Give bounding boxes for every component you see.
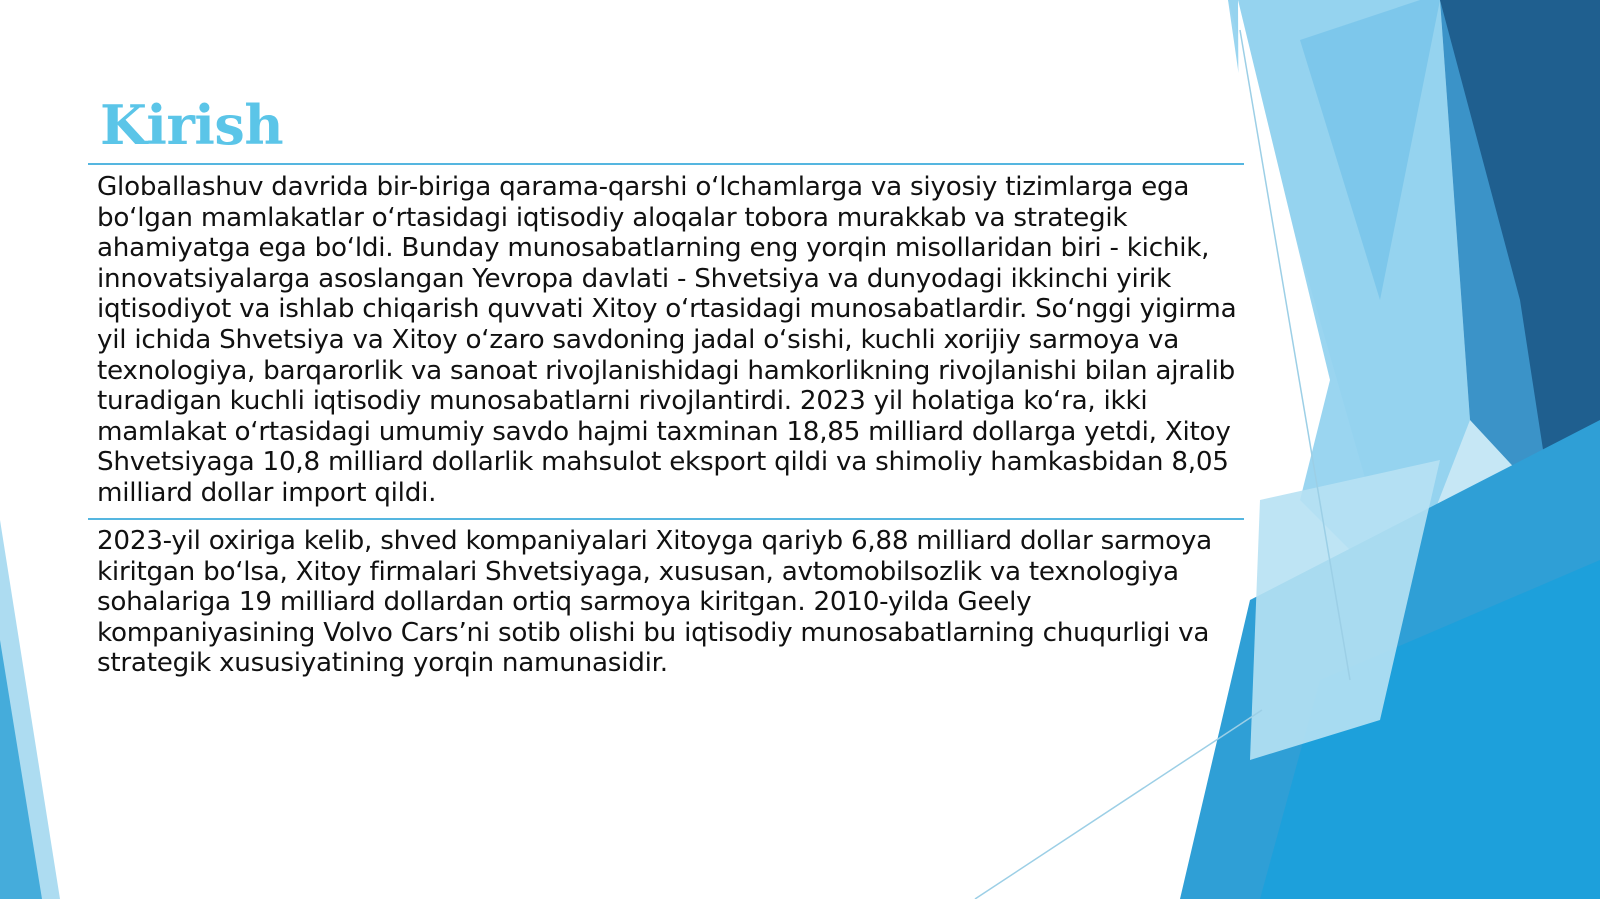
paragraph-investment: 2023-yil oxiriga kelib, shved kompaniyalari Xitoyga qariyb 6,88 milliard dollar sarmoya kiritgan bo‘lsa, Xitoy firmalari Shvetsiyaga, xususan, avtomobilsozlik va texnologiya sohalariga 19 milliard dollardan ortiq sarmoya kiritgan. 2010-yilda Geely kompaniyasining Volvo Cars’ni sotib olishi bu iqtisodiy munosabatlarning chuqurligi va strategik xususiyatining yorqin namunasidir. <box>97 526 1212 679</box>
paragraph-divider <box>88 518 1244 520</box>
title-divider <box>88 163 1244 165</box>
slide-title: Kirish <box>100 93 284 157</box>
paragraph-intro: Globallashuv davrida bir-biriga qarama-qarshi o‘lchamlarga va siyosiy tizimlarga ega bo‘lgan mamlakatlar o‘rtasidagi iqtisodiy aloqalar tobora murakkab va strategik ahamiyatga ega bo‘ldi. Bunday munosabatlarning eng yorqin misollaridan biri - kichik, innovatsiyalarga asoslangan Yevropa davlati - Shvetsiya va dunyodagi ikkinchi yirik iqtisodiyot va ishlab chiqarish quvvati Xitoy o‘rtasidagi munosabatlardir. So‘nggi yigirma yil ichida Shvetsiya va Xitoy o‘zaro savdoning jadal o‘sishi, kuchli xorijiy sarmoya va texnologiya, barqarorlik va sanoat rivojlanishidagi hamkorlikning rivojlanishi bilan ajralib turadigan kuchli iqtisodiy munosabatlarni rivojlantirdi. 2023 yil holatiga ko‘ra, ikki mamlakat o‘rtasidagi umumiy savdo hajmi taxminan 18,85 milliard dollarga yetdi, Xitoy Shvetsiyaga 10,8 milliard dollarlik mahsulot eksport qildi va shimoliy hamkasbidan 8,05 milliard dollar import qildi. <box>97 172 1237 508</box>
